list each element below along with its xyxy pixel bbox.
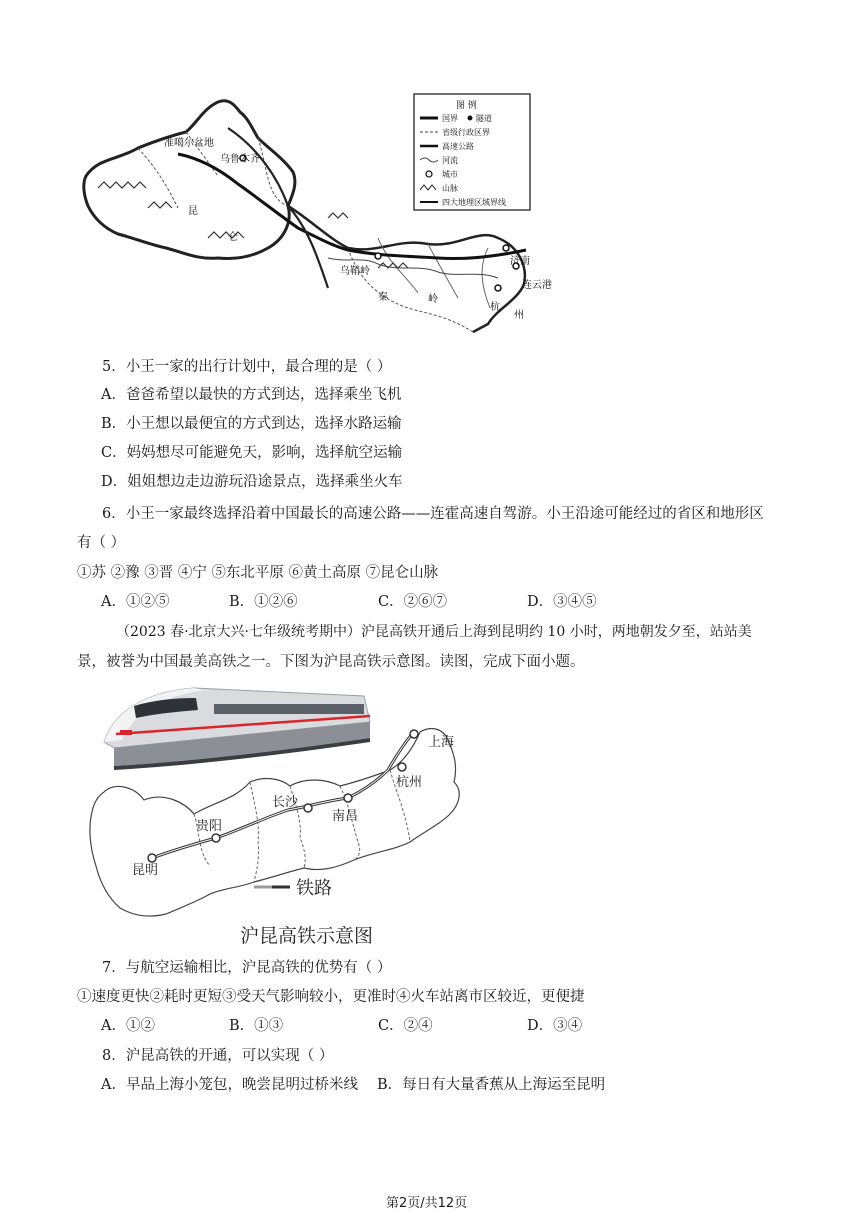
intro-line2: 景，被誉为中国最美高铁之一。下图为沪昆高铁示意图。读图，完成下面小题。 <box>77 654 585 670</box>
route-map-svg <box>78 88 552 340</box>
city-dot <box>495 285 501 291</box>
question-5-option-d[interactable]: D．姐姐想边走边游玩沿途景点，选择乘坐火车 <box>101 474 403 490</box>
intro-line1: （2023 春·北京大兴·七年级统考期中）沪昆高铁开通后上海到昆明约 10 小时，两地朝发夕至，站站美 <box>116 624 752 640</box>
legend-item-label: 河流 <box>442 156 458 165</box>
label-shanghai: 上海 <box>428 735 455 750</box>
internal-boundaries <box>194 770 410 882</box>
question-5-option-c[interactable]: C．妈妈想尽可能避免天，影响，选择航空运输 <box>101 445 403 461</box>
label-hangzhou: 杭州 <box>396 775 423 790</box>
label-kunlun-1: 昆 <box>188 206 198 217</box>
label-kunming: 昆明 <box>132 863 159 878</box>
railway-map-figure <box>74 682 474 952</box>
question-5-option-a[interactable]: A．爸爸希望以最快的方式到达，选择乘坐飞机 <box>101 387 402 403</box>
legend-item-label: 国界 <box>442 114 458 123</box>
city-dot <box>375 253 381 259</box>
question-6-option-c[interactable]: C．②⑥⑦ <box>378 594 448 610</box>
national-border-east <box>288 206 525 332</box>
question-5-option-b[interactable]: B．小王想以最便宜的方式到达，选择水路运输 <box>101 416 402 432</box>
label-guiyang: 贵阳 <box>196 819 223 834</box>
map-caption: 沪昆高铁示意图 <box>240 925 374 947</box>
label-changsha: 长沙 <box>272 795 299 810</box>
legend-railway-label: 铁路 <box>296 878 332 899</box>
question-8-stem: 8．沪昆高铁的开通，可以实现（ ） <box>102 1048 334 1064</box>
label-kunlun-2: 仑 <box>228 232 238 243</box>
legend-title: 图 例 <box>456 101 477 111</box>
station-hangzhou <box>398 763 406 771</box>
legend-item-label: 省级行政区界 <box>442 128 490 137</box>
train-image <box>104 688 370 770</box>
national-border <box>84 101 295 259</box>
legend-item-label: 四大地理区域界线 <box>442 198 506 207</box>
question-7-items: ①速度更快②耗时更短③受天气影响较小，更准时④火车站离市区较近，更便捷 <box>77 989 585 1005</box>
station-changsha <box>304 804 312 812</box>
label-qinling-1: 秦 <box>378 292 388 303</box>
label-lianyungang: 连云港 <box>522 280 552 291</box>
page-number: 第2页/共12页 <box>386 1196 468 1211</box>
question-5-stem: 5．小王一家的出行计划中，最合理的是（ ） <box>102 359 392 375</box>
question-7-option-b[interactable]: B．①③ <box>229 1018 284 1034</box>
question-6-stem-line2: 有（ ） <box>77 535 126 551</box>
station-guiyang <box>212 834 220 842</box>
map-legend <box>414 94 530 210</box>
question-7-option-c[interactable]: C．②④ <box>378 1018 433 1034</box>
question-6-stem-line1: 6．小王一家最终选择沿着中国最长的高速公路——连霍高速自驾游。小王沿途可能经过的省区和地形区 <box>102 506 764 522</box>
label-hang: 杭 <box>490 302 500 313</box>
station-nanchang <box>344 794 352 802</box>
question-6-option-d[interactable]: D．③④⑤ <box>527 594 597 610</box>
question-6-items: ①苏 ②豫 ③晋 ④宁 ⑤东北平原 ⑥黄土高原 ⑦昆仑山脉 <box>77 565 439 581</box>
label-zhou: 州 <box>514 310 524 321</box>
route-map-figure <box>78 88 552 340</box>
question-8-option-b[interactable]: B．每日有大量香蕉从上海运至昆明 <box>377 1077 606 1093</box>
label-qinling-2: 岭 <box>428 294 438 305</box>
mountain-range <box>98 182 244 238</box>
label-nanchang: 南昌 <box>332 809 359 824</box>
question-7-option-d[interactable]: D．③④ <box>527 1018 583 1034</box>
question-6-option-b[interactable]: B．①②⑥ <box>229 594 298 610</box>
legend-item-label: 城市 <box>442 170 458 179</box>
railway-map-svg <box>74 682 474 952</box>
question-7-stem: 7．与航空运输相比，沪昆高铁的优势有（ ） <box>102 960 392 976</box>
station-kunming <box>148 854 156 862</box>
region-boundary <box>228 128 328 288</box>
label-urumqi: 乌鲁木齐 <box>220 154 260 165</box>
label-jinan: 济南 <box>510 256 530 267</box>
question-6-option-a[interactable]: A．①②⑤ <box>101 594 170 610</box>
station-shanghai <box>410 730 418 738</box>
city-dot <box>503 245 509 251</box>
label-basin: 准噶尔盆地 <box>164 138 214 149</box>
question-7-option-a[interactable]: A．①② <box>101 1018 155 1034</box>
legend-item-label: 隧道 <box>476 114 492 123</box>
label-wushaoling: 乌鞘岭 <box>340 266 370 277</box>
legend-item-label: 山脉 <box>442 184 458 193</box>
legend-item-label: 高速公路 <box>442 142 474 151</box>
question-8-option-a[interactable]: A．早品上海小笼包，晚尝昆明过桥米线 <box>101 1077 358 1093</box>
